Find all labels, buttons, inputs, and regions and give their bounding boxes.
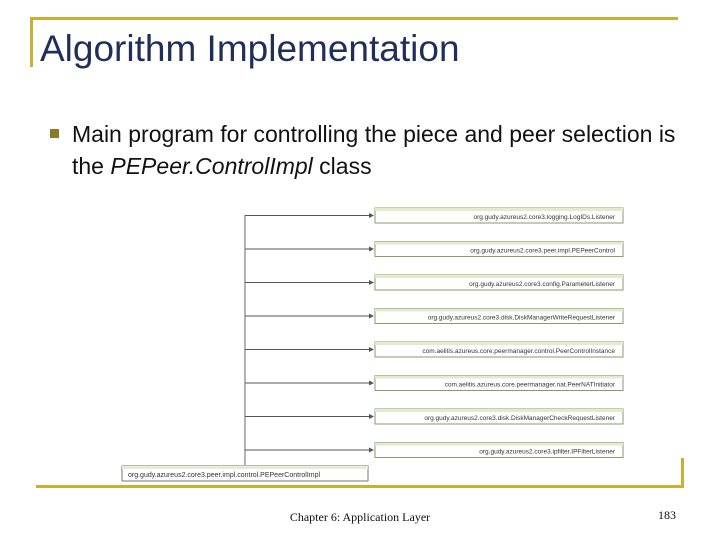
interface-box-header [375, 443, 623, 446]
bullet-text-suffix: class [312, 153, 372, 179]
connector-arrowhead [369, 314, 374, 319]
bullet-class-name: PEPeer.ControlImpl [110, 153, 313, 179]
slide-title: Algorithm Implementation [40, 28, 460, 69]
interface-box-header [375, 342, 623, 345]
bullet-square-icon [50, 129, 59, 138]
connector-arrowhead [369, 347, 374, 352]
bullet-text-prefix: Main program for controlling the piece and peer selection is the [72, 121, 676, 179]
interface-label: org.gudy.azureus2.core3.peer.impl.PEPeerControl [470, 247, 615, 255]
interface-label: org.gudy.azureus2.core3.logging.LogIDs.Listener [473, 214, 615, 221]
frame-left-line [30, 17, 33, 67]
interface-label: org.gudy.azureus2.core3.disk.DiskManagerWriteRequestListener [427, 314, 615, 322]
connector-arrowhead [369, 213, 374, 218]
connector-arrowhead [369, 280, 374, 285]
interface-label: com.aelitis.azureus.core.peermanager.nat.PeerNATInitiator [444, 381, 615, 389]
frame-bottom-line [36, 485, 684, 488]
interface-box-header [375, 376, 623, 379]
footer-chapter: Chapter 6: Application Layer [289, 510, 431, 524]
interface-box-header [375, 242, 623, 245]
interface-box-header [375, 309, 623, 312]
interface-boxes [245, 208, 623, 458]
frame-right-line [681, 458, 684, 488]
source-class-box [122, 466, 368, 481]
interface-box-header [375, 208, 623, 211]
page-number: 183 [658, 508, 676, 522]
interface-label: com.aelitis.azureus.core.peermanager.control.PeerControlInstance [422, 348, 615, 355]
bullet-text [72, 118, 682, 182]
interface-box-header [375, 275, 623, 278]
connector-arrowhead [369, 414, 374, 419]
interface-label: org.gudy.azureus2.core3.disk.DiskManagerCheckRequestListener [424, 415, 615, 422]
interface-label: org.gudy.azureus2.core3.ipfilter.IPFilterListener [479, 448, 615, 456]
connector-arrowhead [369, 448, 374, 453]
connector-arrowhead [369, 247, 374, 252]
interface-label: org.gudy.azureus2.core3.config.ParameterListener [469, 281, 615, 288]
connector-arrowhead [369, 381, 374, 386]
frame-top-line [30, 17, 678, 20]
class-diagram [120, 200, 630, 485]
interface-box-header [375, 409, 623, 412]
source-class-label: org.gudy.azureus2.core3.peer.impl.control.PEPeerControlImpl [128, 472, 321, 479]
